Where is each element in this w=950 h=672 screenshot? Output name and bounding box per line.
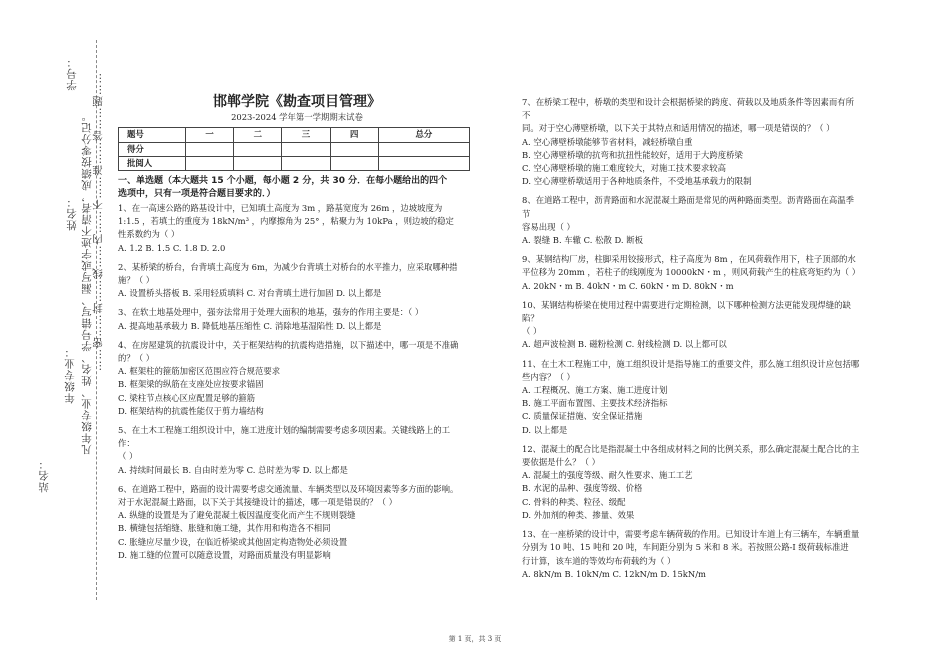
score-header-cell: 三 (282, 128, 330, 142)
question-stem: 性系数约为（ ） (118, 229, 180, 240)
right-question-list (522, 96, 862, 581)
question-stem: 施？（ ） (118, 275, 155, 286)
question-stem: 12、混凝土的配合比是指混凝土中各组成材料之间的比例关系，那么确定混凝土配合比的主 (522, 443, 860, 454)
answer-option[interactable]: A. 20kN・m B. 40kN・m C. 60kN・m D. 80kN・m (522, 280, 734, 291)
question-stem: 13、在一座桥梁的设计中，需要考虑车辆荷载的作用。已知设计车道上有三辆车，车辆重量 (522, 529, 860, 540)
score-cell[interactable] (282, 142, 330, 156)
answer-option[interactable]: B. 横缝包括缩缝、胀缝和施工缝，其作用和构造各不相同 (118, 523, 331, 534)
section-heading (118, 175, 466, 201)
question-stem: 5、在土木工程施工组织设计中，施工进度计划的编制需要考虑多项因素。关键线路上的工作： (118, 425, 450, 449)
candidate-id-label: 学号： (66, 56, 78, 91)
question-stem: 10、某钢结构桥梁在使用过程中需要进行定期检测，以下哪种检测方法更能发现焊缝的缺陷？ (522, 299, 851, 324)
question (118, 261, 466, 301)
question (118, 339, 466, 418)
page-footer: 第 1 页，共 3 页 (448, 635, 502, 643)
right-column (522, 96, 862, 587)
answer-option[interactable]: D. 施工缝的位置可以随意设置，对路面质量没有明显影响 (118, 549, 331, 560)
score-header-row (119, 128, 470, 142)
score-cell[interactable] (378, 142, 469, 156)
answer-option[interactable]: A. 混凝土的强度等级、耐久性要求、施工工艺 (522, 470, 693, 481)
question-stem: 要依据是什么？（ ） (522, 457, 601, 468)
question-stem: 行计算，该车道的等效均布荷载约为（ ） (522, 555, 676, 566)
reviewer-cell[interactable] (234, 156, 282, 170)
score-cell[interactable] (234, 142, 282, 156)
score-header-cell: 四 (330, 128, 378, 142)
question-stem: 6、在道路工程中，路面的设计需要考虑交通流量、车辆类型以及环境因素等多方面的影响。 (118, 483, 459, 494)
answer-option[interactable]: B. 水泥的品种、强度等级、价格 (522, 483, 643, 494)
question-stem: 对于水泥混凝土路面，以下关于其接缝设计的描述，哪一项是错误的？（ ） (118, 497, 398, 508)
reviewer-cell[interactable] (186, 156, 234, 170)
answer-option[interactable]: B. 施工平面布置图、主要技术经济指标 (522, 398, 668, 409)
reviewer-row-label: 批阅人 (119, 156, 186, 170)
question (118, 306, 466, 332)
question-stem: 同。对于空心薄壁桥墩，以下关于其特点和适用情况的描述，哪一项是错误的？（ ） (522, 123, 835, 134)
reviewer-cell[interactable] (282, 156, 330, 170)
question-stem: 容易出现（ ） (522, 221, 575, 232)
seat-label: 站名： (38, 458, 50, 493)
answer-option[interactable]: A. 空心薄壁桥墩能够节省材料，减轻桥墩自重 (522, 136, 693, 147)
question (522, 253, 862, 293)
question (522, 299, 862, 352)
question-stem: 分别为 10 吨、15 吨和 20 吨，车间距分别为 5 米和 8 米。若按照公路-I 级荷载标准进 (522, 542, 849, 553)
answer-option[interactable]: A. 1.2 B. 1.5 C. 1.8 D. 2.0 (118, 242, 226, 253)
answer-option[interactable]: A. 设置桥头搭板 B. 采用轻质填料 C. 对台背填土进行加固 D. 以上都是 (118, 288, 382, 299)
left-column (118, 96, 466, 568)
answer-option[interactable]: A. 裂缝 B. 车辙 C. 松散 D. 断板 (522, 235, 644, 246)
left-question-list (118, 202, 466, 562)
score-cell[interactable] (330, 142, 378, 156)
score-header-cell: 二 (234, 128, 282, 142)
section-heading-line: 选项中，只有一项是符合题目要求的．） (118, 189, 276, 200)
question-stem: 些内容？（ ） (522, 371, 575, 382)
score-header-cell: 题号 (119, 128, 186, 142)
question (118, 424, 466, 477)
section-heading-line: 一、单选题（本大题共 15 个小题，每小题 2 分，共 30 分．在每小题给出的四个 (118, 176, 448, 187)
score-header-cell: 总分 (378, 128, 469, 142)
answer-option[interactable]: B. 空心薄壁桥墩的抗弯和抗扭性能较好，适用于大跨度桥梁 (522, 149, 743, 160)
question-stem: （ ） (522, 326, 542, 337)
cut-line-text: ……密……封……线……内……不……准……答……题…… (92, 72, 104, 371)
major-label: 年级专业： (64, 346, 76, 404)
score-row (119, 142, 470, 156)
answer-option[interactable]: A. 8kN/m B. 10kN/m C. 12kN/m D. 15kN/m (522, 568, 706, 579)
answer-option[interactable]: B. 框架梁的纵筋在支座处应按要求锚固 (118, 379, 264, 390)
answer-option[interactable]: A. 纵缝的设置是为了避免混凝土板因温度变化而产生不规则裂缝 (118, 510, 356, 521)
answer-option[interactable]: C. 胀缝应尽量少设，在临近桥梁或其他固定构造物处必须设置 (118, 536, 348, 547)
answer-option[interactable]: A. 框架柱的箍筋加密区范围应符合规范要求 (118, 366, 281, 377)
answer-option[interactable]: A. 超声波检测 B. 磁粉检测 C. 射线检测 D. 以上都可以 (522, 339, 727, 350)
question-stem: 3、在软土地基处理中，强夯法常用于处理大面积的地基，强夯的作用主要是：（ ） (118, 307, 424, 318)
answer-option[interactable]: D. 外加剂的种类、掺量、效果 (522, 509, 635, 520)
answer-option[interactable]: D. 框架结构的抗震性能仅于剪力墙结构 (118, 405, 264, 416)
question (522, 443, 862, 522)
score-header-cell: 一 (186, 128, 234, 142)
question (522, 96, 862, 188)
reviewer-cell[interactable] (378, 156, 469, 170)
score-cell[interactable] (186, 142, 234, 156)
answer-option[interactable]: A. 提高地基承载力 B. 降低地基压缩性 C. 消除地基湿陷性 D. 以上都是 (118, 320, 382, 331)
question-stem: 1、在一高速公路的路基设计中，已知填土高度为 3m ，路基宽度为 26m ，边坡坡度为 (118, 203, 443, 214)
question-stem: 4、在房屋建筑的抗震设计中，关于框架结构的抗震构造措施，以下描述中，哪一项是不准确 (118, 339, 459, 350)
question-stem: 2、某桥梁的桥台，台背填土高度为 6m，为减少台背填土对桥台的水平推力，应采取哪种措 (118, 261, 458, 272)
question (522, 528, 862, 581)
question-stem: （ ） (118, 451, 138, 462)
answer-option[interactable]: C. 质量保证措施、安全保证措施 (522, 411, 643, 422)
question-stem: 平位移为 20mm ，若柱子的线刚度为 10000kN・m ，则风荷载产生的柱底弯矩约为（ ） (522, 267, 861, 278)
exam-subtitle: 2023-2024 学年第一学期期末试卷 (231, 112, 363, 123)
answer-option[interactable]: A. 持续时间最长 B. 自由时差为零 C. 总时差为零 D. 以上都是 (118, 464, 348, 475)
question-stem: 的？（ ） (118, 353, 155, 364)
answer-option[interactable]: C. 骨料的种类、粒径、级配 (522, 496, 626, 507)
answer-option[interactable]: C. 空心薄壁桥墩的施工难度较大，对施工技术要求较高 (522, 163, 727, 174)
binding-strip (0, 0, 120, 672)
question-stem: 9、某钢结构厂房，柱脚采用铰接形式，柱子高度为 8m ，在风荷载作用下，柱子顶部的水 (522, 254, 856, 265)
question-stem: 1:1.5 ，若填土的重度为 18kN/m³ ，内摩擦角为 25° ，粘聚力为 10kPa ，则边坡的稳定 (118, 216, 454, 227)
name-label: 姓名： (66, 196, 78, 231)
reviewer-cell[interactable] (330, 156, 378, 170)
question-stem: 7、在桥梁工程中，桥墩的类型和设计会根据桥梁的跨度、荷载以及地质条件等因素而有所不 (522, 97, 854, 121)
question-stem: 8、在道路工程中，沥青路面和水泥混凝土路面是常见的两种路面类型。沥青路面在高温季节 (522, 195, 854, 219)
answer-option[interactable]: D. 以上都是 (522, 424, 568, 435)
answer-option[interactable]: D. 空心薄壁桥墩适用于各种地质条件，不受地基承载力的限制 (522, 176, 752, 187)
question (522, 194, 862, 247)
answer-option[interactable]: A. 工程概况、施工方案、施工进度计划 (522, 385, 668, 396)
score-row-label: 得分 (119, 142, 186, 156)
question (118, 483, 466, 562)
question-stem: 11、在土木工程施工中，施工组织设计是指导施工的重要文件，那么施工组织设计应包括哪 (522, 358, 860, 369)
binding-note: 凡年级专业、姓名、学号错写、漏写或字迹不清者，成绩按零分记。 (81, 110, 93, 455)
question (522, 358, 862, 437)
exam-title: 邯郸学院《勘查项目管理》 (213, 94, 381, 110)
score-table (118, 127, 470, 171)
answer-option[interactable]: C. 梁柱节点核心区应配置足够的箍筋 (118, 392, 256, 403)
question (118, 202, 466, 255)
reviewer-row (119, 156, 470, 170)
